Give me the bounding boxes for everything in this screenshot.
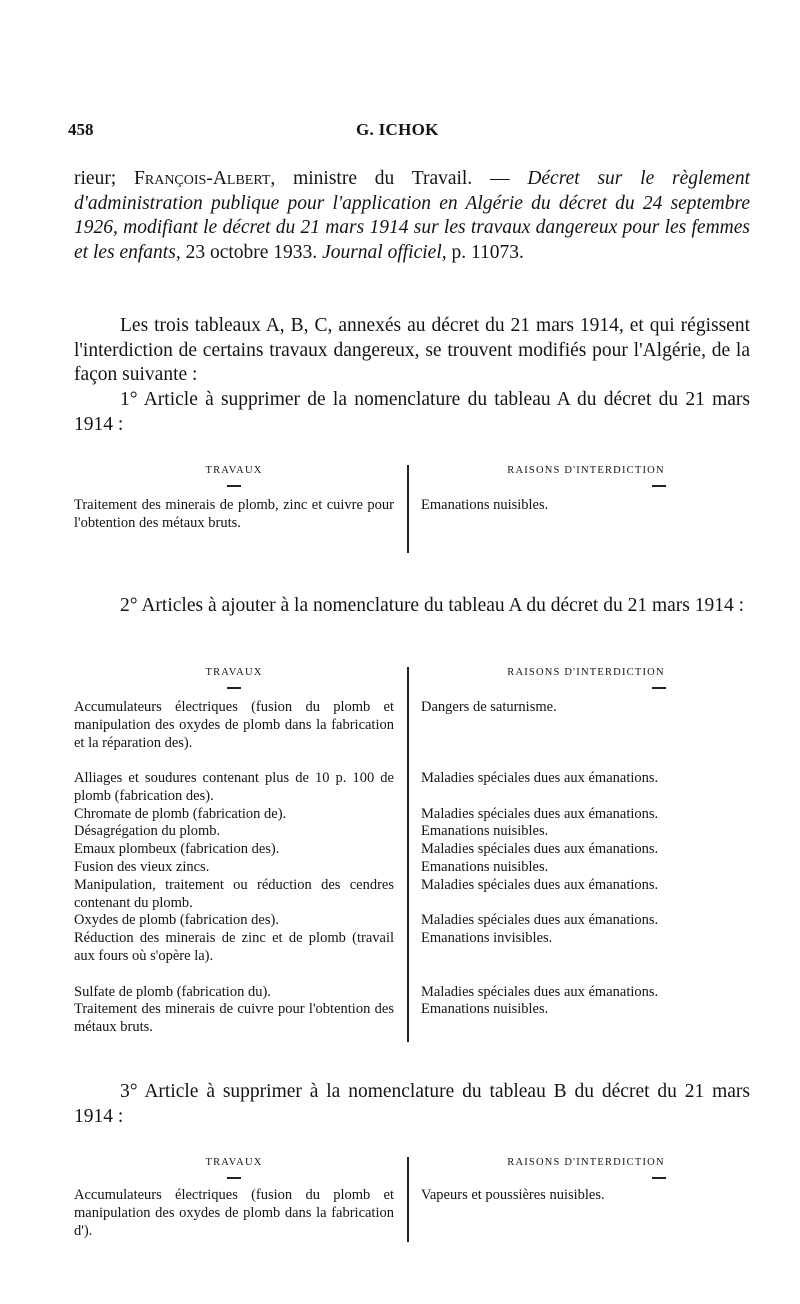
raisons-cell: Vapeurs et poussières nuisibles. [421, 1187, 605, 1203]
travaux-cell: Accumulateurs électriques (fusion du plomb et manipulation des oxydes de plomb dans la fabrication et la réparation des). [74, 699, 394, 751]
travaux-cell: Manipulation, traitement ou réduction des cendres contenant du plomb. [74, 876, 394, 911]
column-rule [407, 667, 409, 1042]
travaux-cell: Fusion des vieux zincs. [74, 858, 210, 875]
travaux-cell: Traitement des minerais de plomb, zinc et cuivre pour l'obtention des métaux bruts. [74, 497, 394, 531]
travaux-cell: Accumulateurs électriques (fusion du plomb et manipulation des oxydes de plomb dans la fabrication d'). [74, 1187, 394, 1239]
section-3-heading: 3° Article à supprimer à la nomenclature du tableau B du décret du 21 mars 1914 : [74, 1081, 750, 1127]
raisons-cell: Maladies spéciales dues aux émanations. [421, 770, 659, 786]
travaux-cell: Traitement des minerais de cuivre pour l'obtention des métaux bruts. [74, 1001, 394, 1036]
table-2-col-raisons: RAISONS D'INTERDICTION [507, 667, 665, 678]
minister-name: François-Albert [134, 168, 271, 189]
raisons-cell: Maladies spéciales dues aux émanations. [421, 983, 659, 1000]
dash-rule [652, 485, 666, 487]
raisons-cell: Maladies spéciales dues aux émanations. [421, 876, 659, 893]
raisons-cell: Emanations invisibles. [421, 930, 553, 947]
table-2-col-travaux: TRAVAUX [205, 667, 263, 678]
table-3-col-travaux: TRAVAUX [205, 1157, 263, 1168]
table-1-col-raisons: RAISONS D'INTERDICTION [507, 465, 665, 476]
running-head-author: G. ICHOK [356, 120, 439, 139]
raisons-cell: Maladies spéciales dues aux émanations. [421, 912, 659, 929]
decree-title: Décret sur le règlement d'administration publique pour l'application en Algérie du décret du 24 septembre 1926, modifiant le décret du 21 mars 1914 sur les travaux dangereux pour les femmes et les enfants, [74, 168, 750, 263]
dash-rule [227, 1177, 241, 1179]
table-1 [74, 465, 750, 555]
table-1-col-travaux: TRAVAUX [205, 465, 263, 476]
raisons-cell: Emanations nuisibles. [421, 497, 549, 513]
raisons-cell: Emanations nuisibles. [421, 823, 549, 840]
travaux-cell: Désagrégation du plomb. [74, 823, 221, 840]
section-2-heading: 2° Articles à ajouter à la nomenclature du tableau A du décret du 21 mars 1914 : [120, 595, 745, 616]
raisons-cell: Maladies spéciales dues aux émanations. [421, 805, 659, 822]
decree-citation: rieur; François-Albert, ministre du Travail. — Décret sur le règlement d'administration publique pour l'application en Algérie du décret du 24 septembre 1926, modifiant le décret du 21 mars 1914 sur les travaux dangereux pour les femmes et les enfants, 23 octobre 1933. Journal officiel, p. 11073. [74, 168, 750, 263]
raisons-cell: Emanations nuisibles. [421, 1001, 549, 1018]
travaux-cell: Chromate de plomb (fabrication de). [74, 805, 287, 822]
table-3-col-raisons: RAISONS D'INTERDICTION [507, 1157, 665, 1168]
column-rule [407, 1157, 409, 1242]
travaux-cell: Oxydes de plomb (fabrication des). [74, 912, 279, 929]
travaux-cell: Sulfate de plomb (fabrication du). [74, 983, 271, 1000]
column-rule [407, 465, 409, 553]
page-number: 458 [68, 120, 94, 139]
dash-rule [227, 485, 241, 487]
dash-rule [652, 687, 666, 689]
section-1-heading: 1° Article à supprimer de la nomenclature du tableau A du décret du 21 mars 1914 : [74, 389, 750, 435]
table-3 [74, 1157, 750, 1245]
dash-rule [227, 687, 241, 689]
travaux-cell: Alliages et soudures contenant plus de 10 p. 100 de plomb (fabrication des). [74, 770, 394, 804]
raisons-cell: Emanations nuisibles. [421, 858, 549, 875]
journal-name: Journal officiel, [322, 241, 447, 263]
travaux-cell: Réduction des minerais de zinc et de plomb (travail aux fours où s'opère la). [74, 930, 394, 964]
body-paragraph: Les trois tableaux A, B, C, annexés au décret du 21 mars 1914, et qui régissent l'interdiction de certains travaux dangereux, se trouvent modifiés pour l'Algérie, de la façon suivante : [74, 315, 750, 386]
table-2 [74, 667, 750, 1047]
running-head [0, 120, 800, 144]
dash-rule [652, 1177, 666, 1179]
raisons-cell: Maladies spéciales dues aux émanations. [421, 841, 659, 858]
travaux-cell: Emaux plombeux (fabrication des). [74, 841, 280, 858]
table-row [74, 497, 394, 533]
raisons-cell: Dangers de saturnisme. [421, 699, 557, 715]
